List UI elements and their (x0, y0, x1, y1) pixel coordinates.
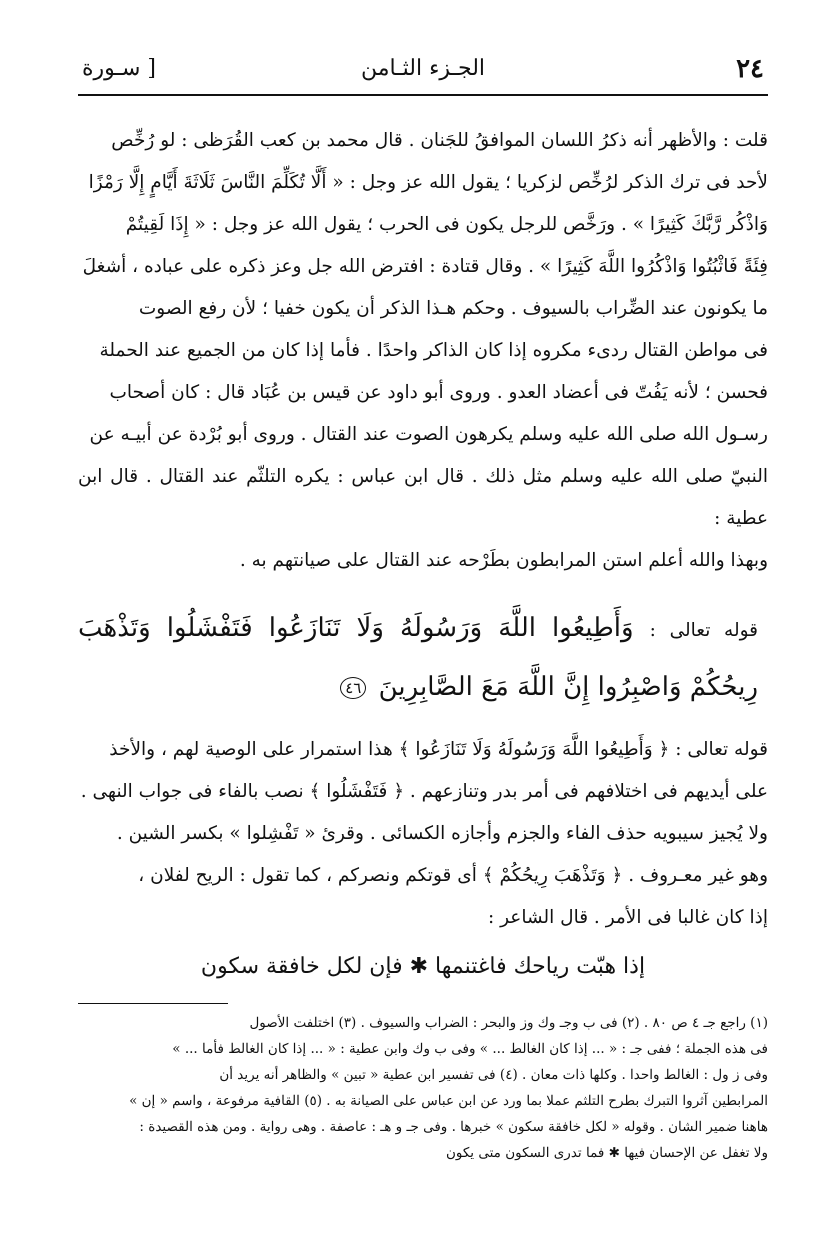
footnote-divider (78, 1003, 228, 1004)
footnote-line: هاهنا ضمير الشان . وقوله « لكل خافقة سكون » خبرها . وفى جـ و هـ : عاصفة . وهى رواية . ومن هذه القصيدة : (139, 1119, 768, 1135)
book-page (78, 48, 768, 1228)
text-line: قلت : والأظهر أنه ذكرُ اللسان الموافقُ للجَنان . قال محمد بن كعب القُرَظى : لو رُخِّص (111, 130, 768, 151)
text-line: النبيّ صلى الله عليه وسلم مثل ذلك . قال ابن عباس : يكره التلثّم عند القتال . قال ابن عطية : (78, 466, 768, 529)
text-line: فى مواطن القتال ردىء مكروه إذا كان الذاكر واحدًا . فأما إذا كان من الجميع عند الحملة (99, 340, 768, 361)
footnote-line: وفى ز ول : الغالط واحدا . وكلها ذات معان . (٤) فى تفسير ابن عطية « تبين » والظاهر أنه يريد أن (219, 1067, 768, 1083)
verse-number-badge: ٤٦ (340, 677, 366, 699)
quran-verse (78, 600, 768, 715)
text-line: ولا يُجيز سيبويه حذف الفاء والجزم وأجازه الكسائى . وقرئ « تَفْشِلوا » بكسر الشين . (116, 823, 768, 844)
text-line: فحسن ؛ لأنه يَفُتّ فى أعضاد العدو . وروى أبو داود عن قيس بن عُبَاد قال : كان أصحاب (109, 382, 768, 403)
page-number: ٢٤ (736, 54, 764, 84)
text-line: قوله تعالى : ﴿ وَأَطِيعُوا اللَّهَ وَرَسُولَهُ وَلَا تَنَازَعُوا ﴾ هذا استمرار على الوصية لهم ، والأخذ (109, 739, 768, 760)
footnote-line: (١) راجع جـ ٤ ص ٨٠ . (٢) فى ب وجـ وك وز والبحر : الضراب والسيوف . (٣) اختلفت الأصول (249, 1015, 768, 1031)
poem-line: إذا هبّت رياحك فاغتنمها ✱ فإن لكل خافقة سكون (200, 954, 646, 979)
commentary-block-2 (78, 729, 768, 939)
text-line: فِئَةً فَاثْبُتُوا وَاذْكُرُوا اللَّهَ كَثِيرًا » . وقال قتادة : افترض الله جل وعز ذكره على عباده ، أشغلَ (82, 256, 768, 277)
text-line: وهو غير معـروف . ﴿ وَتَذْهَبَ رِيحُكُمْ ﴾ أى قوتكم ونصركم ، كما تقول : الريح لفلان ، (138, 865, 768, 886)
commentary-block-1 (78, 120, 768, 582)
surah-title: [ سـورة (82, 56, 156, 81)
text-line: إذا كان غالبا فى الأمر . قال الشاعر : (487, 907, 768, 928)
text-line: وَاذْكُر رَّبَّكَ كَثِيرًا » . ورَخَّص للرجل يكون فى الحرب ؛ يقول الله عز وجل : « إِذَا لَقِيتُمْ (125, 214, 768, 235)
text-line: على أيديهم فى اختلافهم فى أمر بدر وتنازعهم . ﴿ فَتَفْشَلُوا ﴾ نصب بالفاء فى جواب النهى . (80, 781, 768, 802)
text-line: لأحد فى ترك الذكر لرُخِّص لزكريا ؛ يقول الله عز وجل : « أَلَّا تُكَلِّمَ النَّاسَ ثَلَاثَةَ أَيَّامٍ إِلَّا رَمْزًا (88, 172, 768, 193)
part-title: الجـزء الثـامن (360, 56, 486, 81)
text-line: ما يكونون عند الضِّراب بالسيوف . وحكم هـذا الذكر أن يكون خفيا ؛ لأن رفع الصوت (138, 298, 768, 319)
footnote-line: فى هذه الجملة ؛ ففى جـ : « ... إذا كان الغالط ... » وفى ب وك وابن عطية : « ... إذا كان الغالط فأما ... » (172, 1041, 768, 1057)
footnote-verse: ولا تغفل عن الإحسان فيها ✱ فما تدرى السكون متى يكون (445, 1145, 768, 1161)
verse-text: وَأَطِيعُوا اللَّهَ وَرَسُولَهُ وَلَا تَنَازَعُوا فَتَفْشَلُوا وَتَذْهَبَ رِيحُكُمْ وَاصْبِرُوا إِنَّ اللَّهَ مَعَ الصَّابِرِينَ (78, 613, 758, 702)
running-head (78, 48, 768, 96)
text-line: رسـول الله صلى الله عليه وسلم يكرهون الصوت عند القتال . وروى أبو بُرْدة عن أبيـه عن (89, 424, 768, 445)
footnotes (78, 1010, 768, 1166)
verse-intro: قوله تعالى : (649, 620, 759, 641)
text-line: وبهذا والله أعلم استن المرابطون بطَرْحه عند القتال على صيانتهم به . (239, 550, 768, 571)
footnote-line: المرابطين آثروا التبرك بطرح التلثم عملا بما ورد عن ابن عباس على الصيانة به . (٥) القافية مرفوعة ، واسم « إن » (129, 1093, 768, 1109)
